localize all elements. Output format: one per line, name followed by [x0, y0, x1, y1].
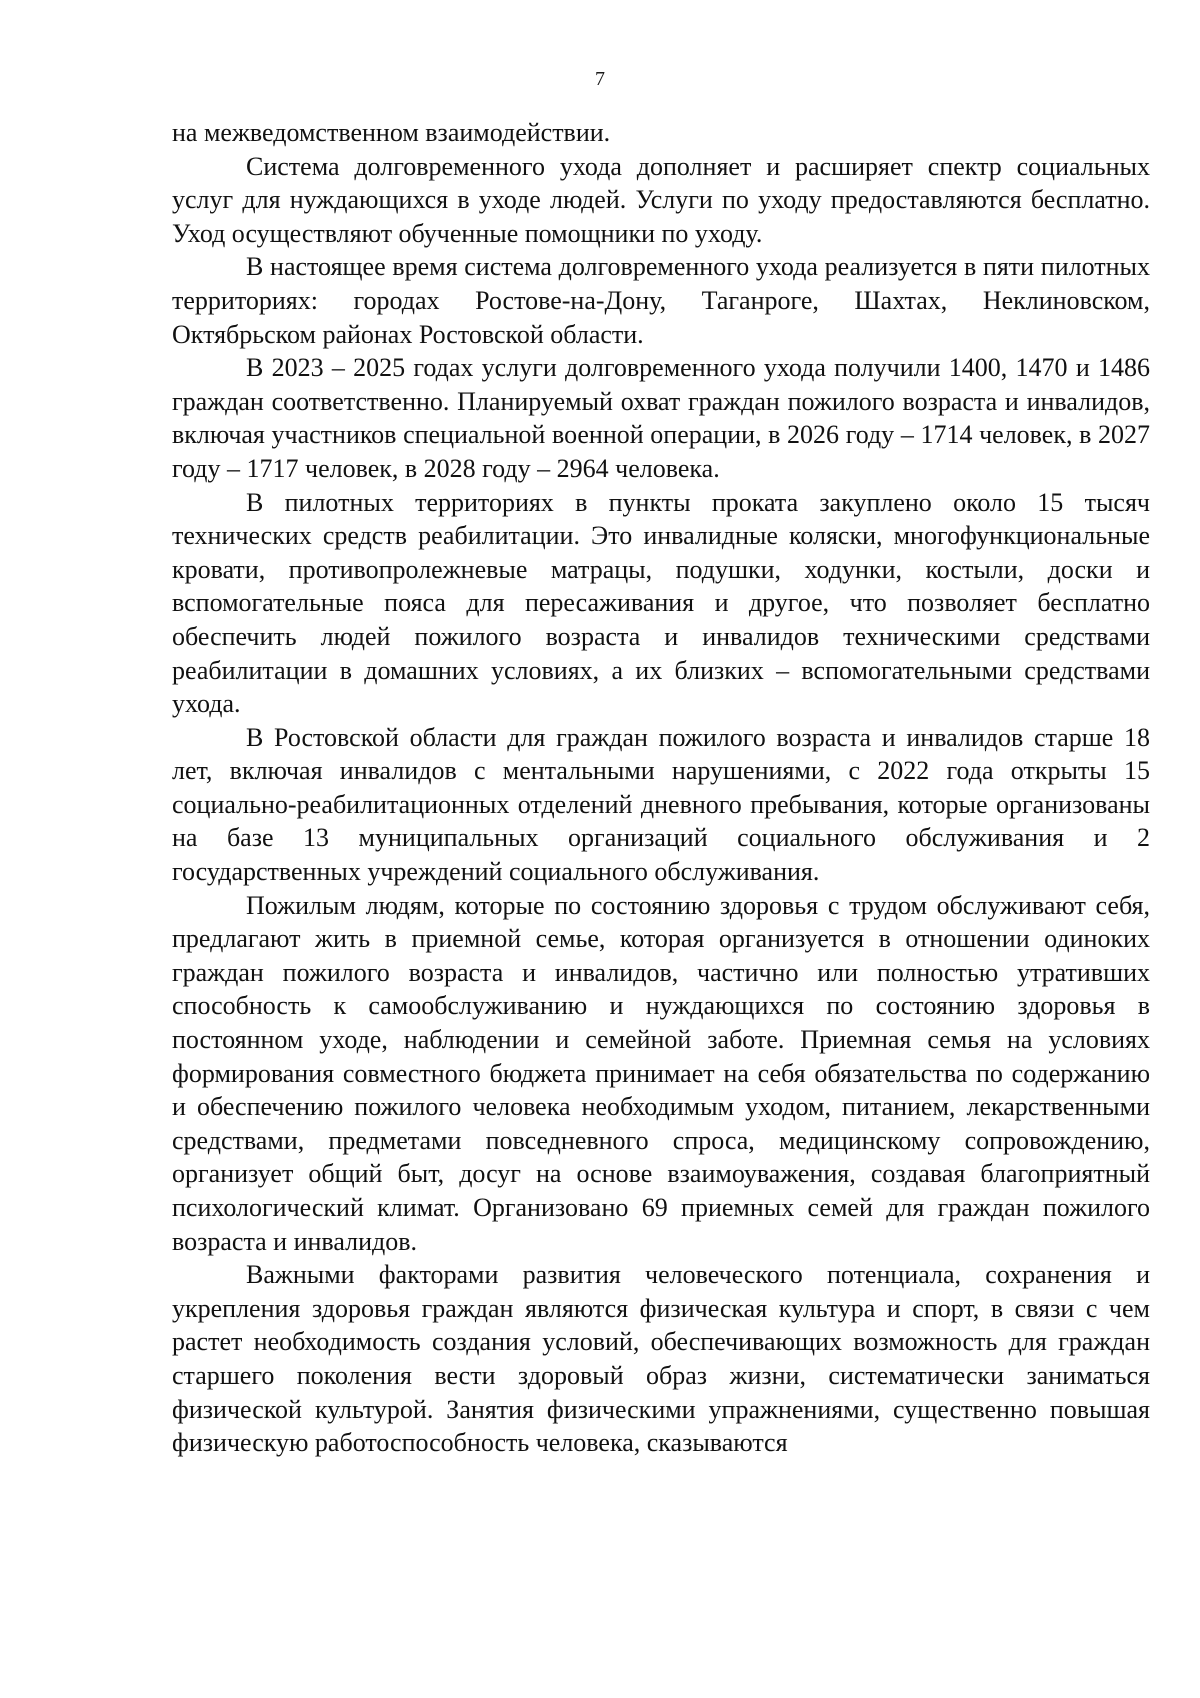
paragraph: на межведомственном взаимодействии.: [172, 118, 611, 147]
paragraph: В Ростовской области для граждан пожилого возраста и инвалидов старше 18 лет, включая инвалидов с ментальными нарушениями, с 2022 года открыты 15 социально-реабилитационных отделений дневного пребывания, которые организованы на базе 13 муниципальных организаций социального обслуживания и 2 государственных учреждений социального обслуживания.: [172, 722, 1150, 887]
page-number: 7: [595, 68, 605, 90]
paragraph: В 2023 – 2025 годах услуги долговременного ухода получили 1400, 1470 и 1486 граждан соответственно. Планируемый охват граждан пожилого возраста и инвалидов, включая участников специальной военной операции, в 2026 году – 1714 человек, в 2027 году – 1717 человек, в 2028 году – 2964 человека.: [172, 353, 1150, 483]
document-body: [172, 116, 1150, 1460]
paragraph: Пожилым людям, которые по состоянию здоровья с трудом обслуживают себя, предлагают жить в приемной семье, которая организуется в отношении одиноких граждан пожилого возраста и инвалидов, частично или полностью утративших способность к самообслуживанию и нуждающихся по состоянию здоровья в постоянном уходе, наблюдении и семейной заботе. Приемная семья на условиях формирования совместного бюджета принимает на себя обязательства по содержанию и обеспечению пожилого человека необходимым уходом, питанием, лекарственными средствами, предметами повседневного спроса, медицинскому сопровождению, организует общий быт, досуг на основе взаимоуважения, создавая благоприятный психологический климат. Организовано 69 приемных семей для граждан пожилого возраста и инвалидов.: [172, 890, 1150, 1256]
paragraph: В пилотных территориях в пункты проката закуплено около 15 тысяч технических средств реабилитации. Это инвалидные коляски, многофункциональные кровати, противопролежневые матрацы, подушки, ходунки, костыли, доски и вспомогательные пояса для пересаживания и другое, что позволяет бесплатно обеспечить людей пожилого возраста и инвалидов техническими средствами реабилитации в домашних условиях, а их близких – вспомогательными средствами ухода.: [172, 487, 1150, 719]
paragraph: Важными факторами развития человеческого потенциала, сохранения и укрепления здоровья граждан являются физическая культура и спорт, в связи с чем растет необходимость создания условий, обеспечивающих возможность для граждан старшего поколения вести здоровый образ жизни, систематически заниматься физической культурой. Занятия физическими упражнениями, существенно повышая физическую работоспособность человека, сказываются: [172, 1260, 1150, 1458]
paragraph: В настоящее время система долговременного ухода реализуется в пяти пилотных территориях: городах Ростове-на-Дону, Таганроге, Шахтах, Неклиновском, Октябрьском районах Ростовской области.: [172, 252, 1150, 349]
paragraph: Система долговременного ухода дополняет и расширяет спектр социальных услуг для нуждающихся в уходе людей. Услуги по уходу предоставляются бесплатно. Уход осуществляют обученные помощники по уходу.: [172, 151, 1150, 248]
